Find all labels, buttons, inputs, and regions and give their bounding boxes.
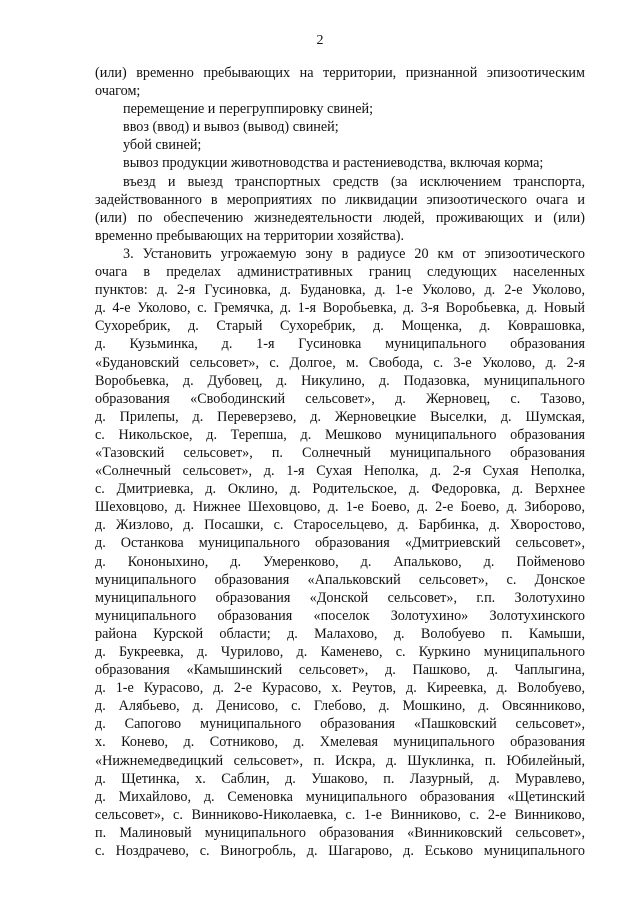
text-line: д. Сапогово муниципального образования «Пашковский сельсовет», xyxy=(95,716,585,733)
text-line: (или) временно пребывающих на территории, признанной эпизоотическим xyxy=(95,65,585,81)
text-line: «Тазовский сельсовет», п. Солнечный муниципального образования xyxy=(95,444,585,461)
text-line: «Солнечный сельсовет», д. 1-я Сухая Неполка, д. 2-я Сухая Неполка, xyxy=(95,463,585,480)
text-line: д. Михайлово, д. Семеновка муниципального образования «Щетинский xyxy=(95,788,585,805)
text-line: Сухоребрик, д. Старый Сухоребрик, д. Мощенка, д. Коврашовка, xyxy=(95,318,585,335)
text-line: образования «Камышинский сельсовет», д. Пашково, д. Чаплыгина, xyxy=(95,662,585,679)
document-body xyxy=(95,64,585,860)
text-line: района Курской области; д. Малахово, д. Волобуево п. Камыши, xyxy=(95,625,585,642)
text-line: д. 1-е Курасово, д. 2-е Курасово, х. Реутов, д. Киреевка, д. Волобуево, xyxy=(95,680,585,697)
text-line: задействованного в мероприятиях по ликвидации эпизоотического очага и xyxy=(95,191,585,208)
text-line: д. Букреевка, д. Чурилово, д. Каменево, с. Куркино муниципального xyxy=(95,644,585,660)
text-line: х. Конево, д. Сотниково, д. Хмелевая муниципального образования xyxy=(95,734,585,751)
text-line: п. Малиновый муниципального образования «Винниковский сельсовет», xyxy=(95,824,585,841)
text-line: д. Щетинка, х. Саблин, д. Ушаково, п. Лазурный, д. Муравлево, xyxy=(95,770,585,787)
page-number: 2 xyxy=(316,33,324,48)
text-line: Шеховцово, д. Нижнее Шеховцово, д. 1-е Боево, д. 2-е Боево, д. Зиборово, xyxy=(95,499,585,516)
text-line: д. 4-е Уколово, с. Гремячка, д. 1-я Воробьевка, д. 3-я Воробьевка, д. Новый xyxy=(95,300,585,317)
text-line: въезд и выезд транспортных средств (за исключением транспорта, xyxy=(123,173,585,190)
text-line: образования «Свободинский сельсовет», д. Жерновец, с. Тазово, xyxy=(95,390,585,407)
text-line: муниципального образования «Донской сельсовет», г.п. Золотухино xyxy=(95,589,585,606)
text-line: перемещение и перегруппировку свиней; xyxy=(123,101,374,118)
text-line: пунктов: д. 2-я Гусиновка, д. Будановка, д. 1-е Уколово, д. 2-е Уколово, xyxy=(95,282,585,299)
text-line: д. Прилепы, д. Переверзево, д. Жерновецкие Выселки, д. Шумская, xyxy=(95,408,585,425)
text-line: с. Ноздрачево, с. Виногробль, д. Шагарово, д. Еськово муниципального xyxy=(95,843,585,860)
text-line: муниципального образования «Апальковский сельсовет», с. Донское xyxy=(95,571,585,588)
text-line: убой свиней; xyxy=(123,137,202,154)
text-line: вывоз продукции животноводства и растениеводства, включая корма; xyxy=(123,155,544,172)
text-line: д. Кононыхино, д. Умеренково, д. Апальково, д. Пойменово xyxy=(95,553,585,570)
text-line: очага в пределах административных границ следующих населенных xyxy=(95,264,585,281)
text-line: «Будановский сельсовет», с. Долгое, м. Свобода, с. 3-е Уколово, д. 2-я xyxy=(95,354,585,371)
text-line: «Нижнемедведицкий сельсовет», п. Искра, д. Шуклинка, п. Юбилейный, xyxy=(95,752,585,769)
text-line: с. Никольское, д. Терепша, д. Мешково муниципального образования xyxy=(95,426,585,443)
text-line: д. Кузьминка, д. 1-я Гусиновка муниципального образования xyxy=(95,336,585,353)
text-line: сельсовет», с. Винниково-Николаевка, с. 1-е Винниково, с. 2-е Винниково, xyxy=(95,806,585,823)
text-line: временно пребывающих на территории хозяйства). xyxy=(95,227,405,244)
text-line: муниципального образования «поселок Золотухино» Золотухинского xyxy=(95,607,585,624)
text-line: с. Дмитриевка, д. Оклино, д. Родительское, д. Федоровка, д. Верхнее xyxy=(95,481,585,498)
text-line: д. Останкова муниципального образования «Дмитриевский сельсовет», xyxy=(95,535,585,552)
text-line: ввоз (ввод) и вывоз (вывод) свиней; xyxy=(123,119,339,136)
text-line: Воробьевка, д. Дубовец, д. Никулино, д. Подазовка, муниципального xyxy=(95,372,585,389)
text-line: (или) по обеспечению жизнедеятельности людей, проживающих и (или) xyxy=(95,209,585,226)
text-line: очагом; xyxy=(95,83,141,100)
text-line: д. Жизлово, д. Посашки, с. Старосельцево, д. Барбинка, д. Хворостово, xyxy=(95,517,585,534)
text-line: 3. Установить угрожаемую зону в радиусе 20 км от эпизоотического xyxy=(123,245,585,262)
text-line: д. Алябьево, д. Денисово, с. Глебово, д. Мошкино, д. Овсянниково, xyxy=(95,698,585,715)
